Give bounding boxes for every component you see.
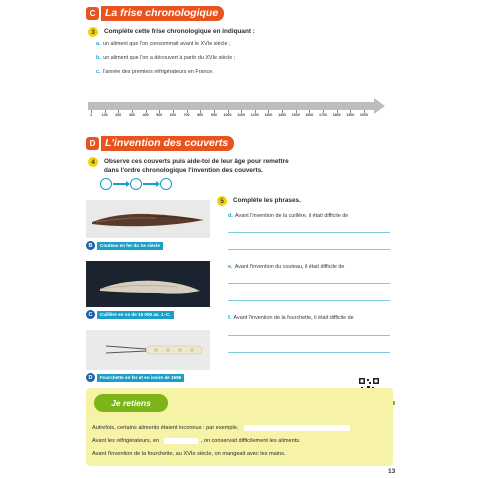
photo-spoon: [86, 261, 210, 319]
timeline-year-label: 1800: [332, 113, 341, 117]
question-3-item-c: c. l'année des premiers réfrigérateurs en France.: [96, 69, 214, 75]
question-5-instruction: Complète les phrases.: [233, 197, 301, 204]
question-3: [88, 27, 255, 37]
arrow-right-icon: [143, 183, 159, 184]
retiens-blank-1[interactable]: [244, 425, 350, 431]
section-d-header: [86, 135, 234, 152]
answer-line-d2[interactable]: [228, 249, 390, 250]
arrow-right-icon: [113, 183, 129, 184]
photo-fork: [86, 330, 210, 382]
knife-caption: B Couteau en fer du Xe siècle: [86, 241, 210, 250]
phrase-f: f. Avant l'invention de la fourchette, il était difficile de: [228, 315, 354, 321]
timeline-year-label: 1500: [291, 113, 300, 117]
timeline-year-label: 1200: [250, 113, 259, 117]
phrase-d: d. Avant l'invention de la cuillère, il était difficile de: [228, 213, 349, 219]
fork-image: [86, 330, 210, 370]
retiens-line-2: Avant les réfrigérateurs, en , on conservait difficilement les aliments.: [92, 438, 301, 444]
timeline-year-label: 900: [210, 113, 217, 117]
timeline-year-label: 1400: [278, 113, 287, 117]
order-slot-1[interactable]: [100, 178, 112, 190]
spoon-image: [86, 261, 210, 307]
section-d-title: L'invention des couverts: [101, 136, 234, 151]
question-3-item-a: a. un aliment que l'on consommait avant le XVIe siècle ;: [96, 41, 231, 47]
knife-image: [86, 200, 210, 238]
page-number: 13: [388, 468, 396, 475]
section-c-badge: C: [86, 7, 99, 20]
timeline-year-label: 1900: [346, 113, 355, 117]
timeline-year-label: 200: [115, 113, 122, 117]
answer-line-f1[interactable]: [228, 335, 390, 336]
timeline-year-label: 400: [142, 113, 149, 117]
timeline-arrow-icon: [374, 98, 385, 114]
timeline-year-label: 1: [90, 113, 92, 117]
answer-line-d1[interactable]: [228, 232, 390, 233]
timeline-year-label: 1600: [305, 113, 314, 117]
question-4-instruction: Observe ces couverts puis aide-toi de leur âge pour remettre dans l'ordre chronologique l'invention des couverts.: [104, 158, 289, 174]
answer-line-f2[interactable]: [228, 352, 390, 353]
section-c-title: La frise chronologique: [101, 6, 224, 21]
timeline-year-label: 800: [197, 113, 204, 117]
timeline-year-label: 500: [156, 113, 163, 117]
order-slot-2[interactable]: [130, 178, 142, 190]
timeline-year-label: 1700: [319, 113, 328, 117]
question-5-number: 5: [217, 196, 227, 206]
question-5: [217, 196, 301, 206]
timeline-year-label: 1000: [223, 113, 232, 117]
timeline-year-label: 100: [101, 113, 108, 117]
phrase-e: e. Avant l'invention du couteau, il était difficile de: [228, 264, 345, 270]
section-c-header: [86, 5, 224, 22]
retiens-blank-2[interactable]: [164, 438, 198, 444]
timeline[interactable]: [88, 98, 385, 128]
timeline-year-label: 600: [169, 113, 176, 117]
retiens-line-1: Autrefois, certains aliments étaient inconnus : par exemple,: [92, 424, 350, 432]
question-3-item-b: b. un aliment que l'on a découvert à partir du XVIe siècle ;: [96, 55, 236, 61]
timeline-year-label: 1300: [264, 113, 273, 117]
je-retiens-title: Je retiens: [94, 394, 168, 412]
fork-caption: D Fourchette en fer et en ivoire de 1595: [86, 373, 210, 382]
timeline-year-label: 700: [183, 113, 190, 117]
timeline-bar: [88, 102, 376, 110]
retiens-line-3: Avant l'invention de la fourchette, au XVIe siècle, on mangeait avec les mains.: [92, 451, 286, 457]
question-3-instruction: Complète cette frise chronologique en indiquant :: [104, 28, 255, 35]
order-slot-3[interactable]: [160, 178, 172, 190]
answer-line-e1[interactable]: [228, 283, 390, 284]
section-d-badge: D: [86, 137, 99, 150]
spoon-caption: C Cuillère en os de 15 000 av. J.-C.: [86, 310, 210, 319]
question-4-number: 4: [88, 157, 98, 167]
photo-knife: [86, 200, 210, 250]
question-4: [88, 157, 289, 175]
timeline-year-label: 1100: [237, 113, 246, 117]
answer-line-e2[interactable]: [228, 300, 390, 301]
chronological-order-slots: [100, 178, 172, 190]
timeline-year-label: 300: [128, 113, 135, 117]
question-3-number: 3: [88, 27, 98, 37]
timeline-year-label: 2000: [360, 113, 368, 117]
